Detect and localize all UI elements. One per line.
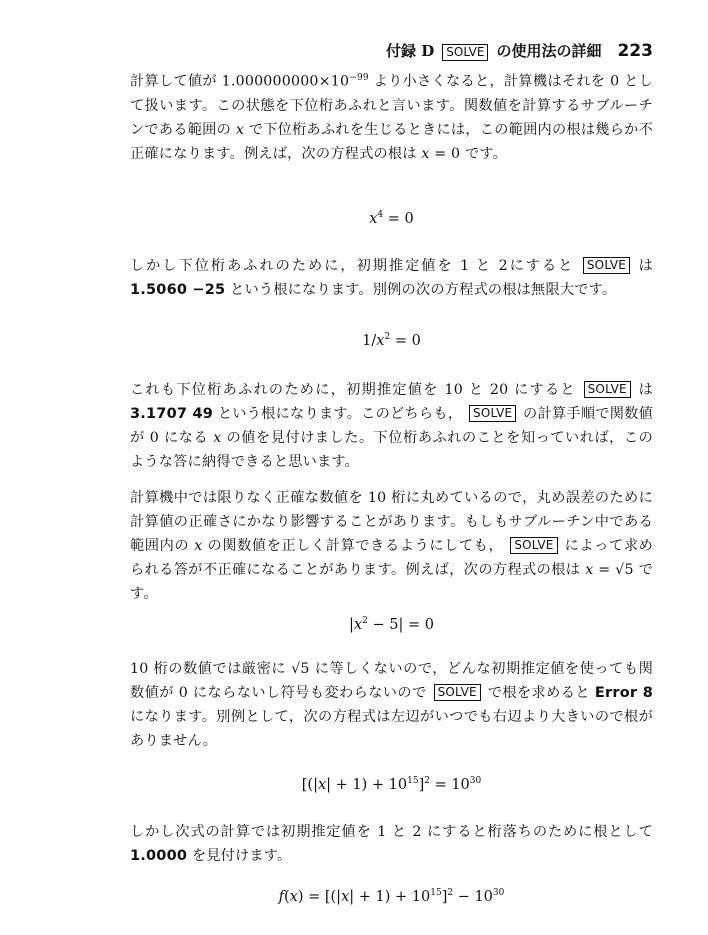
result-value: 1.5060 −25 [130,282,226,298]
paragraph-4: 計算機中では限りなく正確な数値を 10 桁に丸めているので，丸め誤差のために計算値の正確さにかなり影響することがあります。もしもサブルーチン中である範囲内の x の関数値を正しく計算できるようにしても， SOLVE によって求められる答が不正確になることがあります。例えば，次の方程式の根は x = √5 です。 [130,490,654,602]
error-message: Error 8 [594,685,653,701]
equation-3: $|x^2 - 5| = 0$ [349,616,434,633]
solve-key-icon: SOLVE [434,684,481,701]
solve-key-icon: SOLVE [583,257,630,274]
solve-key-icon: SOLVE [584,381,631,398]
paragraph-3: これも下位桁あふれのために，初期推定値を 10 と 20 にすると SOLVE は 3.1707 49 という根になります。このどちらも， SOLVE の計算手順で関数値が 0 になる x の値を見付けました。下位桁あふれのことを知っていれば，このような答に納得できると思います。 [130,382,654,470]
solve-key-icon: SOLVE [469,405,516,422]
equation-4: $[(|x| + 1) + 10^{15}]^2 = 10^{30}$ [301,776,482,793]
header-title: の使用法の詳細 [496,42,602,60]
paragraph-2: しかし下位桁あふれのために，初期推定値を 1 と 2にすると SOLVE は 1.5060 −25 という根になります。別例の次の方程式の根は無限大です。 [130,258,653,298]
appendix-label: 付録 D [386,42,435,60]
result-value: 1.0000 [130,848,188,864]
page-number: 223 [617,41,653,61]
solve-key-icon: SOLVE [442,44,488,61]
result-value: 3.1707 49 [130,406,214,422]
equation-1: $x^4 = 0$ [369,210,414,227]
solve-key-icon: SOLVE [510,537,557,554]
equation-5: $f(x) = [(|x| + 1) + 10^{15}]^2 - 10^{30}$ [278,888,505,905]
equation-2: $1/x^2 = 0$ [362,332,421,349]
paragraph-6: しかし次式の計算では初期推定値を 1 と 2 にすると桁落ちのために根として 1.0000 を見付けます。 [130,824,653,864]
paragraph-5: 10 桁の数値では厳密に √5 に等しくないので，どんな初期推定値を使っても関数値が 0 にならないし符号も変わらないので SOLVE で根を求めると Error 8 になります。別例として，次の方程式は左辺がいつでも右辺より大きいので根がありません。 [130,661,653,749]
paragraph-1: 計算して値が $1.000000000\times 10^{-99}$ より小さくなると，計算機はそれを 0 として扱います。この状態を下位桁あふれと言います。関数値を計算するサブルーチンである範囲の x で下位桁あふれを生じるときには，この範囲内の根は幾らか不正確になります。例えば，次の方程式の根は x = 0 です。 [130,73,653,162]
page-header [130,40,653,61]
